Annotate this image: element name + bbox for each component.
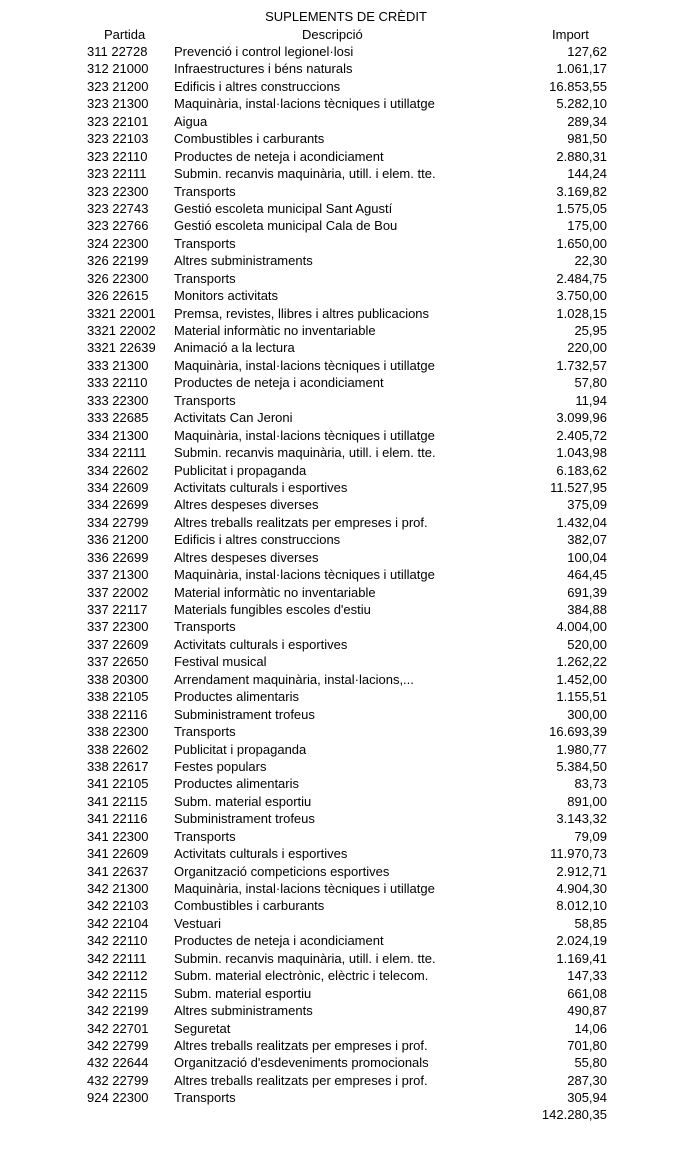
cell-partida: 342 22110 <box>87 933 148 949</box>
table-row <box>0 723 675 740</box>
cell-partida: 323 22300 <box>87 183 149 199</box>
cell-import: 4.004,00 <box>556 619 607 635</box>
table-row <box>0 828 675 845</box>
cell-descripcio: Combustibles i carburants <box>174 898 325 914</box>
cell-descripcio: Maquinària, instal·lacions tècniques i utillatge <box>174 881 435 896</box>
cell-descripcio: Activitats culturals i esportives <box>174 636 348 652</box>
cell-descripcio: Productes alimentaris <box>174 689 299 705</box>
cell-import: 701,80 <box>567 1037 607 1053</box>
cell-descripcio: Maquinària, instal·lacions tècniques i utillatge <box>174 96 435 112</box>
cell-descripcio: Prevenció i control legionel·losi <box>174 44 354 59</box>
cell-descripcio: Productes alimentaris <box>174 776 299 792</box>
table-row <box>0 95 675 112</box>
table-row <box>0 1020 675 1037</box>
cell-partida: 323 21300 <box>87 96 149 112</box>
cell-descripcio: Transports <box>174 1090 236 1106</box>
table-row <box>0 758 675 775</box>
table-row <box>0 514 675 531</box>
cell-import: 57,80 <box>574 375 607 391</box>
table-row <box>0 479 675 496</box>
cell-import: 83,73 <box>574 776 607 792</box>
table-row <box>0 252 675 269</box>
cell-import: 490,87 <box>567 1003 607 1019</box>
cell-partida: 337 22650 <box>87 654 149 670</box>
cell-descripcio: Gestió escoleta municipal Cala de Bou <box>174 218 398 234</box>
table-row <box>0 1054 675 1071</box>
cell-import: 287,30 <box>567 1072 607 1088</box>
cell-import: 5.384,50 <box>556 758 607 774</box>
cell-partida: 323 22111 <box>87 166 147 182</box>
cell-partida: 338 22116 <box>87 706 148 722</box>
cell-import: 3.143,32 <box>556 811 607 827</box>
cell-import: 11.970,73 <box>550 846 607 862</box>
cell-descripcio: Subministrament trofeus <box>174 811 315 827</box>
cell-import: 11,94 <box>575 392 607 408</box>
cell-partida: 432 22799 <box>87 1072 149 1088</box>
table-row <box>0 462 675 479</box>
cell-partida: 312 21000 <box>87 61 149 77</box>
table-row <box>0 1089 675 1106</box>
cell-import: 6.183,62 <box>556 462 607 478</box>
cell-import: 79,09 <box>574 828 607 844</box>
cell-descripcio: Altres despeses diverses <box>174 497 319 513</box>
cell-descripcio: Activitats culturals i esportives <box>174 479 348 495</box>
table-row <box>0 775 675 792</box>
cell-partida: 342 22104 <box>87 915 149 931</box>
cell-descripcio: Material informàtic no inventariable <box>174 584 376 600</box>
cell-descripcio: Materials fungibles escoles d'estiu <box>174 602 371 617</box>
cell-import: 1.980,77 <box>556 741 607 757</box>
table-row <box>0 60 675 77</box>
table-row <box>0 950 675 967</box>
cell-descripcio: Publicitat i propaganda <box>174 741 307 757</box>
cell-descripcio: Altres subministraments <box>174 253 313 269</box>
cell-import: 1.432,04 <box>556 514 607 530</box>
cell-descripcio: Submin. recanvis maquinària, utill. i elem. tte. <box>174 950 436 966</box>
cell-descripcio: Edificis i altres construccions <box>174 532 341 548</box>
cell-import: 11.527,95 <box>550 479 607 495</box>
header-descripcio: Descripció <box>302 27 363 42</box>
table-row <box>0 496 675 513</box>
table-row <box>0 985 675 1002</box>
cell-descripcio: Organització competicions esportives <box>174 863 390 879</box>
cell-descripcio: Altres despeses diverses <box>174 549 319 565</box>
table-row <box>0 863 675 880</box>
table-row <box>0 793 675 810</box>
cell-descripcio: Altres treballs realitzats per empreses i prof. <box>174 1072 428 1088</box>
cell-import: 981,50 <box>567 131 607 147</box>
cell-partida: 326 22615 <box>87 288 149 304</box>
table-row <box>0 357 675 374</box>
cell-import: 8.012,10 <box>556 898 607 914</box>
cell-descripcio: Transports <box>174 619 236 635</box>
table-row <box>0 915 675 932</box>
cell-partida: 337 22300 <box>87 619 149 635</box>
cell-import: 100,04 <box>567 549 607 565</box>
cell-descripcio: Publicitat i propaganda <box>174 462 307 478</box>
cell-import: 1.575,05 <box>556 200 607 216</box>
cell-import: 144,24 <box>567 166 607 182</box>
cell-descripcio: Seguretat <box>174 1020 231 1036</box>
cell-partida: 342 22701 <box>87 1020 149 1036</box>
cell-descripcio: Combustibles i carburants <box>174 131 325 147</box>
table-row <box>0 741 675 758</box>
table-row <box>0 305 675 322</box>
cell-descripcio: Transports <box>174 828 236 844</box>
cell-import: 1.028,15 <box>556 305 607 321</box>
cell-import: 16.693,39 <box>549 724 607 740</box>
table-row <box>0 217 675 234</box>
cell-import: 147,33 <box>567 968 607 984</box>
cell-descripcio: Maquinària, instal·lacions tècniques i utillatge <box>174 567 435 583</box>
cell-partida: 324 22300 <box>87 235 149 251</box>
cell-partida: 924 22300 <box>87 1090 149 1106</box>
table-row <box>0 584 675 601</box>
cell-import: 1.061,17 <box>556 61 607 77</box>
cell-partida: 323 22110 <box>87 148 148 164</box>
cell-partida: 342 22111 <box>87 950 147 966</box>
table-row <box>0 967 675 984</box>
cell-import: 1.169,41 <box>556 950 607 966</box>
cell-partida: 342 22799 <box>87 1037 149 1053</box>
cell-partida: 342 22112 <box>87 968 148 984</box>
table-body <box>0 43 675 1107</box>
table-row <box>0 531 675 548</box>
table-row <box>0 287 675 304</box>
cell-partida: 334 22609 <box>87 479 149 495</box>
table-row <box>0 322 675 339</box>
cell-partida: 338 22602 <box>87 741 149 757</box>
cell-descripcio: Subm. material electrònic, elèctric i telecom. <box>174 968 429 984</box>
cell-import: 3.169,82 <box>556 183 607 199</box>
cell-descripcio: Transports <box>174 392 236 408</box>
cell-partida: 323 22101 <box>87 113 149 129</box>
cell-import: 220,00 <box>567 340 607 356</box>
table-row <box>0 845 675 862</box>
cell-descripcio: Festes populars <box>174 758 267 774</box>
cell-import: 289,34 <box>567 113 607 129</box>
cell-descripcio: Monitors activitats <box>174 288 279 304</box>
table-row <box>0 427 675 444</box>
cell-partida: 333 21300 <box>87 357 149 373</box>
cell-import: 1.452,00 <box>556 671 607 687</box>
table-row <box>0 183 675 200</box>
cell-partida: 333 22110 <box>87 375 148 391</box>
table-row <box>0 392 675 409</box>
cell-descripcio: Altres subministraments <box>174 1003 313 1019</box>
cell-descripcio: Productes de neteja i acondiciament <box>174 148 384 164</box>
table-row <box>0 235 675 252</box>
cell-descripcio: Festival musical <box>174 654 267 670</box>
document-title: SUPLEMENTS DE CRÈDIT <box>265 9 427 24</box>
table-row <box>0 636 675 653</box>
table-row <box>0 148 675 165</box>
table-row <box>0 618 675 635</box>
cell-descripcio: Maquinària, instal·lacions tècniques i utillatge <box>174 357 435 373</box>
cell-partida: 333 22685 <box>87 410 149 426</box>
cell-import: 3.750,00 <box>556 288 607 304</box>
cell-partida: 323 21200 <box>87 78 149 94</box>
table-row <box>0 200 675 217</box>
cell-import: 661,08 <box>567 985 607 1001</box>
cell-import: 382,07 <box>567 532 607 548</box>
header-import: Import <box>552 27 589 42</box>
table-row <box>0 78 675 95</box>
cell-descripcio: Submin. recanvis maquinària, utill. i elem. tte. <box>174 166 436 182</box>
cell-import: 3.099,96 <box>556 410 607 426</box>
cell-partida: 338 22105 <box>87 689 149 705</box>
cell-import: 2.912,71 <box>556 863 607 879</box>
cell-partida: 341 22300 <box>87 828 149 844</box>
cell-descripcio: Animació a la lectura <box>174 340 295 356</box>
cell-descripcio: Maquinària, instal·lacions tècniques i utillatge <box>174 427 435 443</box>
table-row <box>0 409 675 426</box>
cell-partida: 3321 22001 <box>87 305 156 321</box>
cell-partida: 323 22103 <box>87 131 149 147</box>
cell-partida: 336 22699 <box>87 549 149 565</box>
cell-import: 14,06 <box>574 1020 607 1036</box>
cell-descripcio: Productes de neteja i acondiciament <box>174 933 384 949</box>
cell-import: 25,95 <box>574 323 607 338</box>
table-row <box>0 549 675 566</box>
cell-partida: 338 22617 <box>87 758 149 774</box>
table-row <box>0 688 675 705</box>
cell-import: 175,00 <box>567 218 607 234</box>
cell-partida: 341 22116 <box>87 811 148 827</box>
cell-descripcio: Activitats culturals i esportives <box>174 846 348 862</box>
cell-import: 16.853,55 <box>549 78 607 94</box>
cell-import: 2.024,19 <box>556 933 607 949</box>
cell-import: 300,00 <box>567 706 607 722</box>
cell-import: 305,94 <box>567 1090 607 1106</box>
cell-partida: 334 22699 <box>87 497 149 513</box>
cell-descripcio: Altres treballs realitzats per empreses i prof. <box>174 1037 428 1053</box>
table-row <box>0 43 675 60</box>
cell-descripcio: Organització d'esdeveniments promocionals <box>174 1055 429 1071</box>
cell-partida: 326 22199 <box>87 253 149 269</box>
cell-partida: 342 21300 <box>87 881 149 896</box>
cell-partida: 3321 22639 <box>87 340 156 356</box>
cell-partida: 337 22002 <box>87 584 149 600</box>
cell-descripcio: Edificis i altres construccions <box>174 78 341 94</box>
table-row <box>0 932 675 949</box>
cell-import: 127,62 <box>567 44 607 59</box>
cell-partida: 341 22609 <box>87 846 149 862</box>
cell-partida: 341 22105 <box>87 776 149 792</box>
table-row <box>0 1072 675 1089</box>
table-row <box>0 339 675 356</box>
cell-import: 1.650,00 <box>556 235 607 251</box>
cell-import: 4.904,30 <box>556 881 607 896</box>
cell-descripcio: Transports <box>174 235 236 251</box>
cell-partida: 323 22766 <box>87 218 149 234</box>
cell-descripcio: Subm. material esportiu <box>174 793 312 809</box>
cell-partida: 334 22111 <box>87 445 147 461</box>
table-row <box>0 601 675 618</box>
cell-partida: 336 21200 <box>87 532 149 548</box>
table-row <box>0 1037 675 1054</box>
cell-partida: 337 21300 <box>87 567 149 583</box>
cell-descripcio: Vestuari <box>174 915 221 931</box>
cell-partida: 326 22300 <box>87 270 149 286</box>
cell-descripcio: Transports <box>174 724 236 740</box>
cell-partida: 337 22117 <box>87 602 148 617</box>
table-row <box>0 897 675 914</box>
cell-import: 1.043,98 <box>556 445 607 461</box>
cell-partida: 334 22799 <box>87 514 149 530</box>
cell-partida: 323 22743 <box>87 200 149 216</box>
cell-import: 891,00 <box>567 793 607 809</box>
cell-import: 2.880,31 <box>556 148 607 164</box>
cell-import: 1.732,57 <box>556 357 607 373</box>
cell-descripcio: Subministrament trofeus <box>174 706 315 722</box>
table-row <box>0 130 675 147</box>
cell-import: 22,30 <box>574 253 607 269</box>
cell-descripcio: Transports <box>174 183 236 199</box>
table-row <box>0 165 675 182</box>
table-row <box>0 810 675 827</box>
cell-import: 2.405,72 <box>556 427 607 443</box>
cell-import: 375,09 <box>567 497 607 513</box>
cell-descripcio: Arrendament maquinària, instal·lacions,... <box>174 671 414 687</box>
table-header <box>0 27 675 43</box>
cell-partida: 342 22199 <box>87 1003 149 1019</box>
cell-descripcio: Activitats Can Jeroni <box>174 410 293 426</box>
cell-partida: 337 22609 <box>87 636 149 652</box>
cell-import: 384,88 <box>567 602 607 617</box>
header-partida: Partida <box>104 27 146 42</box>
table-row <box>0 671 675 688</box>
cell-partida: 334 22602 <box>87 462 149 478</box>
cell-descripcio: Material informàtic no inventariable <box>174 323 376 338</box>
table-row <box>0 270 675 287</box>
cell-descripcio: Productes de neteja i acondiciament <box>174 375 384 391</box>
table-row <box>0 706 675 723</box>
cell-partida: 342 22115 <box>87 985 148 1001</box>
cell-import: 520,00 <box>567 636 607 652</box>
cell-partida: 341 22637 <box>87 863 149 879</box>
cell-partida: 334 21300 <box>87 427 149 443</box>
cell-descripcio: Subm. material esportiu <box>174 985 312 1001</box>
cell-import: 691,39 <box>567 584 607 600</box>
cell-descripcio: Premsa, revistes, llibres i altres publicacions <box>174 305 430 321</box>
cell-import: 55,80 <box>574 1055 607 1071</box>
cell-partida: 3321 22002 <box>87 323 156 338</box>
cell-partida: 338 22300 <box>87 724 149 740</box>
cell-import: 1.262,22 <box>556 654 607 670</box>
cell-descripcio: Infraestructures i béns naturals <box>174 61 353 77</box>
table-row <box>0 374 675 391</box>
cell-partida: 338 20300 <box>87 671 149 687</box>
cell-descripcio: Aigua <box>174 113 208 129</box>
table-row <box>0 1002 675 1019</box>
table-row <box>0 566 675 583</box>
cell-import: 5.282,10 <box>556 96 607 112</box>
cell-partida: 341 22115 <box>87 793 148 809</box>
table-row <box>0 113 675 130</box>
table-row <box>0 444 675 461</box>
cell-import: 1.155,51 <box>556 689 607 705</box>
cell-import: 464,45 <box>567 567 607 583</box>
cell-partida: 342 22103 <box>87 898 149 914</box>
cell-partida: 333 22300 <box>87 392 149 408</box>
cell-descripcio: Gestió escoleta municipal Sant Agustí <box>174 200 393 216</box>
table-row <box>0 880 675 897</box>
cell-descripcio: Submin. recanvis maquinària, utill. i elem. tte. <box>174 445 436 461</box>
cell-import: 2.484,75 <box>556 270 607 286</box>
cell-partida: 432 22644 <box>87 1055 149 1071</box>
cell-descripcio: Transports <box>174 270 236 286</box>
total-amount: 142.280,35 <box>541 1107 607 1122</box>
cell-descripcio: Altres treballs realitzats per empreses i prof. <box>174 514 428 530</box>
cell-partida: 311 22728 <box>87 44 148 59</box>
table-row <box>0 653 675 670</box>
cell-import: 58,85 <box>574 915 607 931</box>
